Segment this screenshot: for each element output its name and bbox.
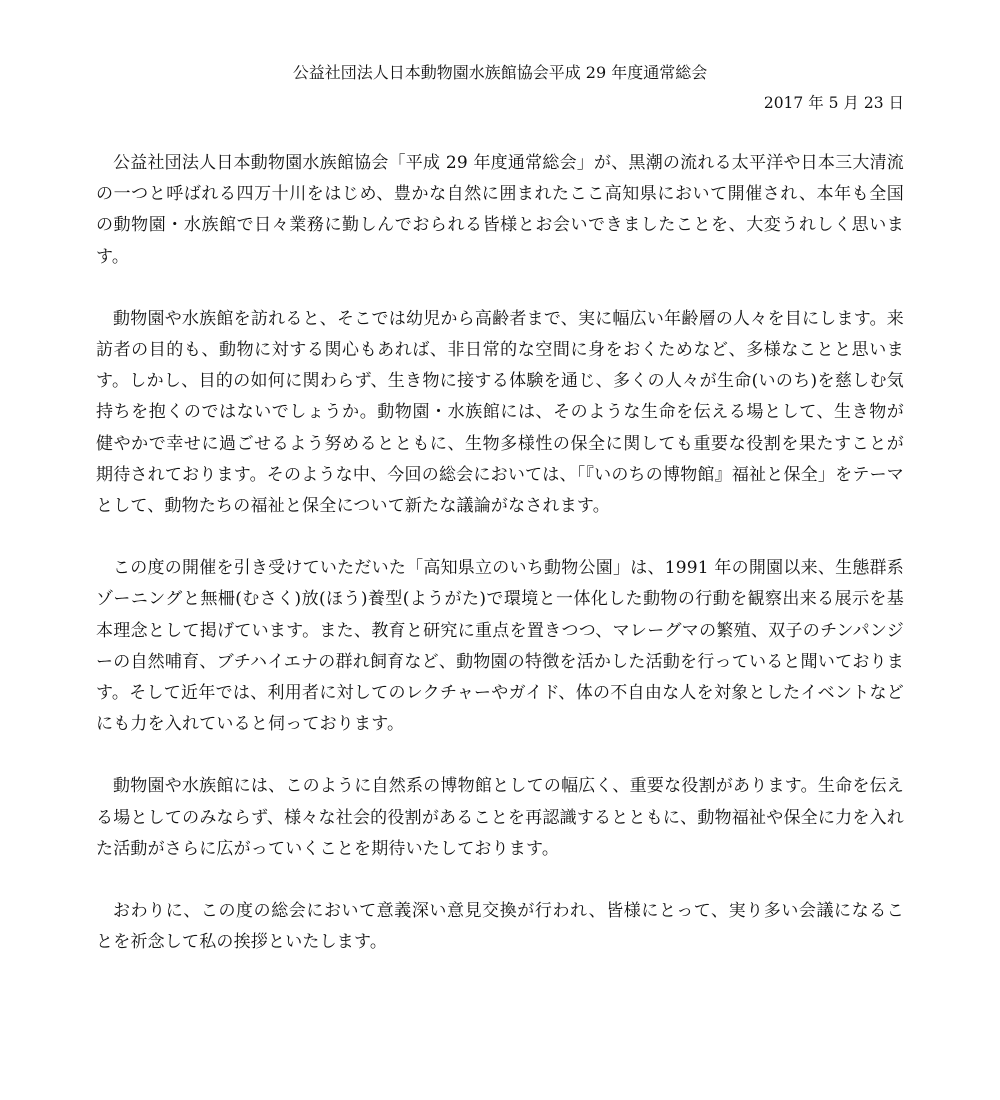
paragraph-5: おわりに、この度の総会において意義深い意見交換が行われ、皆様にとって、実り多い会議になることを祈念して私の挨拶といたします。	[96, 901, 904, 953]
paragraph-1: 公益社団法人日本動物園水族館協会「平成 29 年度通常総会」が、黒潮の流れる太平洋や日本三大清流の一つと呼ばれる四万十川をはじめ、豊かな自然に囲まれたここ高知県において開催され、本年も全国の動物園・水族館で日々業務に勤しんでおられる皆様とお会いできましたことを、大変うれしく思います。	[96, 153, 904, 267]
paragraph-2: 動物園や水族館を訪れると、そこでは幼児から高齢者まで、実に幅広い年齢層の人々を目にします。来訪者の目的も、動物に対する関心もあれば、非日常的な空間に身をおくためなど、多様なことと思います。しかし、目的の如何に関わらず、生き物に接する体験を通じ、多くの人々が生命(いのち)を慈しむ気持ちを抱くのではないでしょうか。動物園・水族館には、そのような生命を伝える場として、生き物が健やかで幸せに過ごせるよう努めるとともに、生物多様性の保全に関しても重要な役割を果たすことが期待されております。そのような中、今回の総会においては、「『いのちの博物館』福祉と保全」をテーマとして、動物たちの福祉と保全について新たな議論がなされます。	[96, 308, 904, 517]
document-page	[96, 58, 904, 958]
document-date: 2017 年 5 月 23 日	[763, 94, 904, 112]
paragraph-4: 動物園や水族館には、このように自然系の博物館としての幅広く、重要な役割があります。生命を伝える場としてのみならず、様々な社会的役割があることを再認識するとともに、動物福祉や保全に力を入れた活動がさらに広がっていくことを期待いたしております。	[96, 776, 904, 859]
paragraph-3: この度の開催を引き受けていただいた「高知県立のいち動物公園」は、1991 年の開園以来、生態群系ゾーニングと無柵(むさく)放(ほう)養型(ようがた)で環境と一体化した動物の行動を観察出来る展示を基本理念として掲げています。また、教育と研究に重点を置きつつ、マレーグマの繁殖、双子のチンパンジーの自然哺育、ブチハイエナの群れ飼育など、動物園の特徴を活かした活動を行っていると聞いております。そして近年では、利用者に対してのレクチャーやガイド、体の不自由な人を対象としたイベントなどにも力を入れていると伺っております。	[96, 558, 904, 735]
document-title: 公益社団法人日本動物園水族館協会平成 29 年度通常総会	[292, 63, 708, 82]
